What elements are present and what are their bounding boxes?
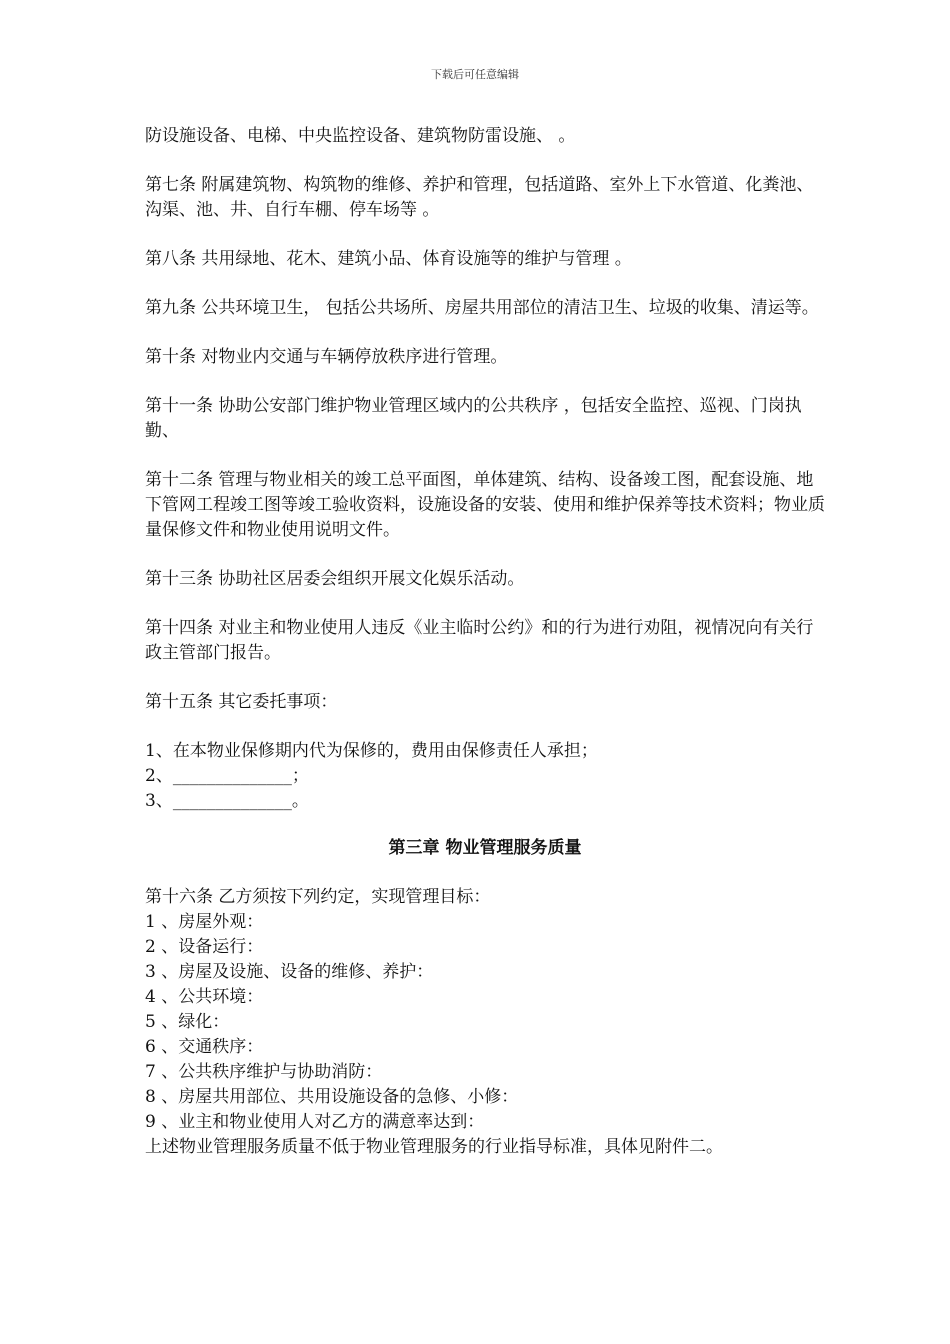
article-16: [145, 885, 825, 1160]
list-item: 5 、绿化：: [145, 1012, 230, 1032]
list-item: 2 、设备运行：: [145, 937, 264, 957]
delegated-items-list: [145, 739, 825, 814]
paragraph-fire-facilities: 防设施设备、电梯、中央监控设备、建筑物防雷设施、 。: [145, 126, 576, 146]
article-10: 第十条 对物业内交通与车辆停放秩序进行管理。: [145, 347, 508, 367]
list-item: 1、在本物业保修期内代为保修的，费用由保修责任人承担；: [145, 741, 598, 761]
article-13: 第十三条 协助社区居委会组织开展文化娱乐活动。: [145, 569, 525, 589]
article-9: 第九条 公共环境卫生， 包括公共场所、房屋共用部位的清洁卫生、垃圾的收集、清运等。: [145, 298, 819, 318]
article-16-intro: 第十六条 乙方须按下列约定，实现管理目标：: [145, 887, 491, 907]
list-item: 7 、公共秩序维护与协助消防：: [145, 1062, 383, 1082]
list-item: 4 、公共环境：: [145, 987, 264, 1007]
article-7: 第七条 附属建筑物、构筑物的维修、养护和管理，包括道路、室外上下水管道、化粪池、沟渠、池、井、自行车棚、停车场等 。: [145, 175, 814, 220]
list-item: 3 、房屋及设施、设备的维修、养护：: [145, 962, 434, 982]
article-12: 第十二条 管理与物业相关的竣工总平面图，单体建筑、结构、设备竣工图，配套设施、地下管网工程竣工图等竣工验收资料，设施设备的安装、使用和维护保养等技术资料；物业质量保修文件和物业使用说明文件。: [145, 470, 825, 540]
article-15: 第十五条 其它委托事项：: [145, 692, 338, 712]
article-16-closing: 上述物业管理服务质量不低于物业管理服务的行业指导标准，具体见附件二。: [145, 1137, 723, 1157]
article-11: 第十一条 协助公安部门维护物业管理区域内的公共秩序 ，包括安全监控、巡视、门岗执勤、: [145, 396, 802, 441]
chapter-title: 第三章 物业管理服务质量: [388, 838, 582, 858]
article-14: 第十四条 对业主和物业使用人违反《业主临时公约》和的行为进行劝阻，视情况向有关行政主管部门报告。: [145, 618, 814, 663]
list-item: 3、______________。: [145, 791, 309, 811]
list-item: 9 、业主和物业使用人对乙方的满意率达到：: [145, 1112, 485, 1132]
document-body: [145, 124, 825, 1160]
article-8: 第八条 共用绿地、花木、建筑小品、体育设施等的维护与管理 。: [145, 249, 632, 269]
page-header: 下载后可任意编辑: [431, 68, 519, 81]
list-item: 6 、交通秩序：: [145, 1037, 264, 1057]
list-item: 2、______________；: [145, 766, 309, 786]
list-item: 8 、房屋共用部位、共用设施设备的急修、小修：: [145, 1087, 519, 1107]
list-item: 1 、房屋外观：: [145, 912, 264, 932]
